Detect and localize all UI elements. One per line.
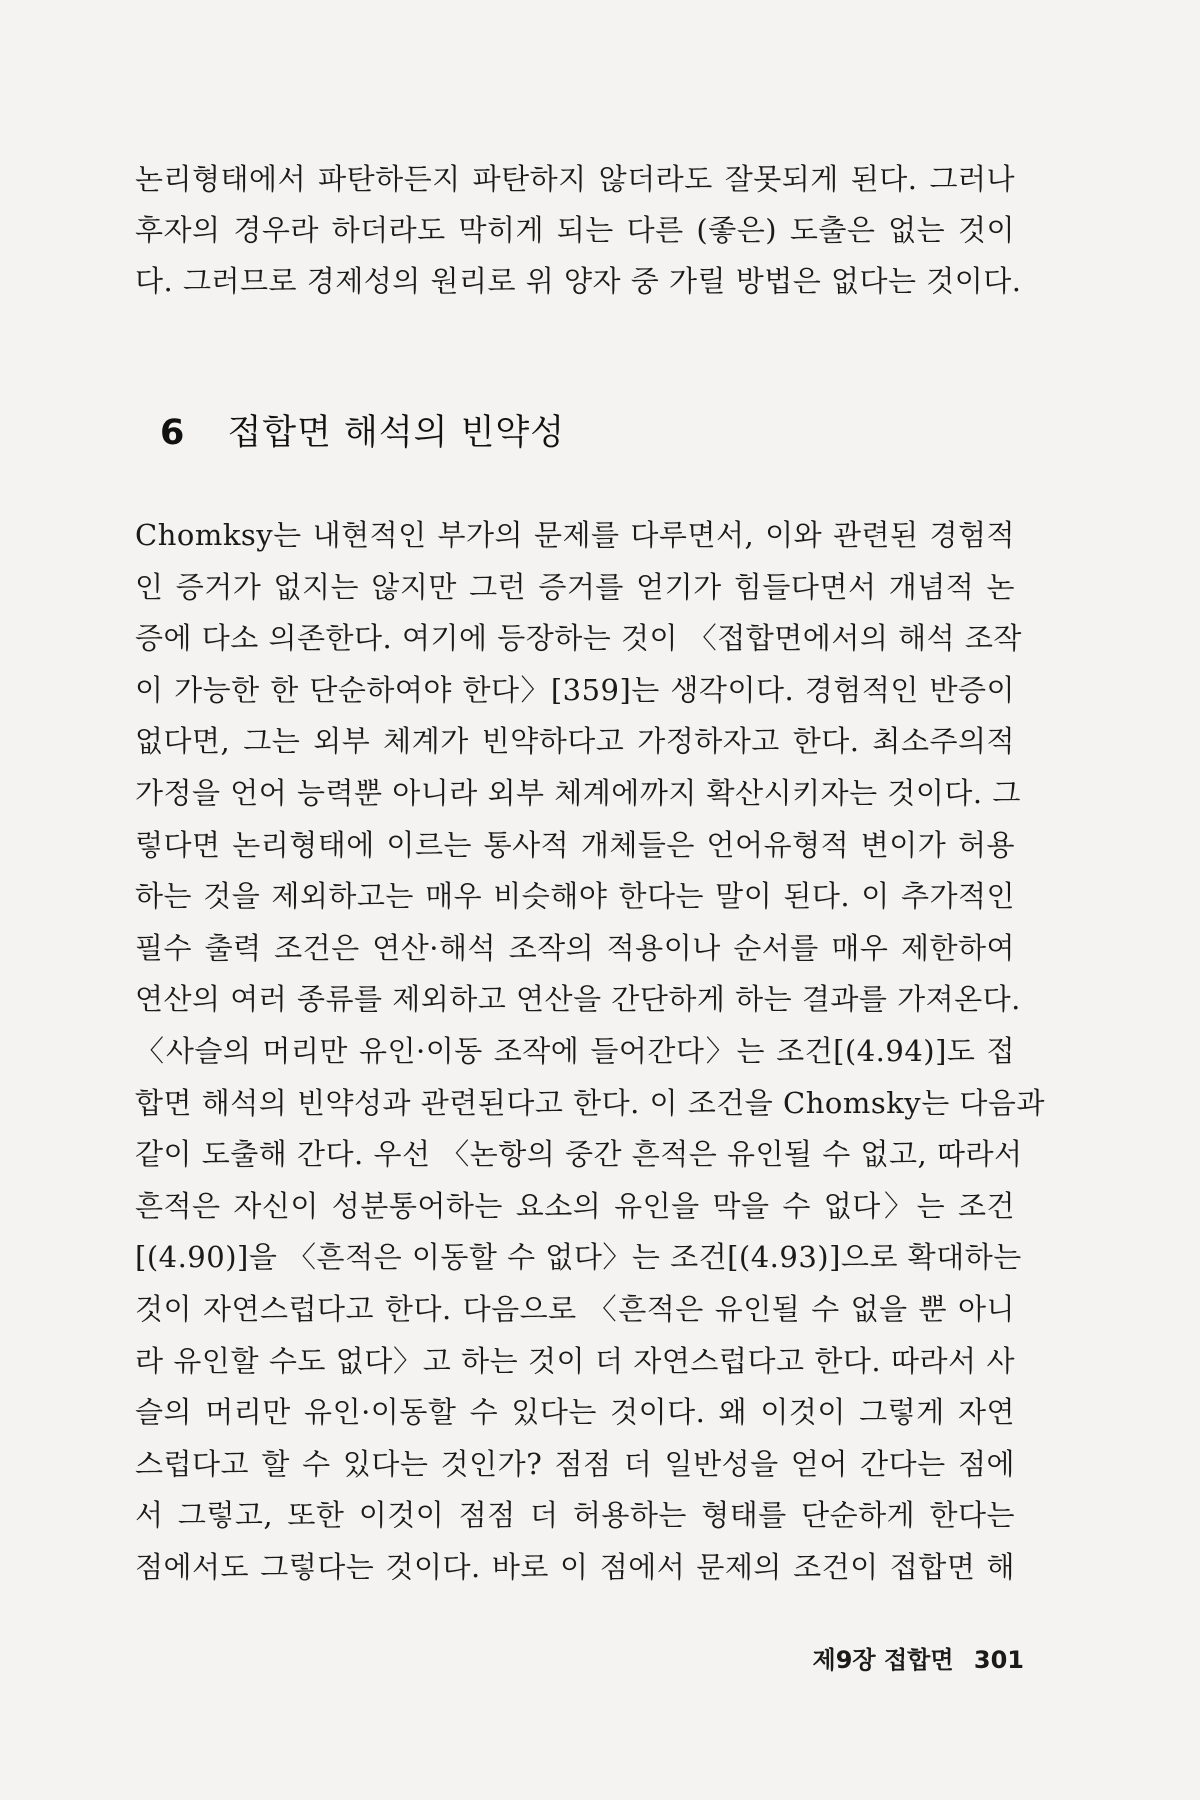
page-number: 301 xyxy=(973,1646,1024,1674)
text-line: 가정을 언어 능력뿐 아니라 외부 체계에까지 확산시키자는 것이다. 그 xyxy=(135,775,1021,810)
text-line: 흔적은 자신이 성분통어하는 요소의 유인을 막을 수 없다〉는 조건 xyxy=(135,1188,1015,1223)
text-line: 연산의 여러 종류를 제외하고 연산을 간단하게 하는 결과를 가져온다. xyxy=(135,982,1021,1017)
text-line: 이 가능한 한 단순하여야 한다〉[359]는 생각이다. 경험적인 반증이 xyxy=(135,672,1015,707)
text-line: 렇다면 논리형태에 이르는 통사적 개체들은 언어유형적 변이가 허용 xyxy=(135,827,1015,862)
body-paragraph xyxy=(135,510,1045,1593)
text-line: 점에서도 그렇다는 것이다. 바로 이 점에서 문제의 조건이 접합면 해 xyxy=(135,1549,1015,1584)
running-footer-chapter: 제9장 접합면 xyxy=(812,1646,954,1674)
text-line: 후자의 경우라 하더라도 막히게 되는 다른 (좋은) 도출은 없는 것이 xyxy=(135,213,1015,247)
text-line: Chomksy는 내현적인 부가의 문제를 다루면서, 이와 관련된 경험적 xyxy=(135,518,1015,552)
text-line: 〈사슬의 머리만 유인·이동 조작에 들어간다〉는 조건[(4.94)]도 접 xyxy=(135,1033,1015,1068)
text-line: 서 그렇고, 또한 이것이 점점 더 허용하는 형태를 단순하게 한다는 xyxy=(135,1498,1015,1533)
text-line: 없다면, 그는 외부 체계가 빈약하다고 가정하자고 한다. 최소주의적 xyxy=(135,724,1015,759)
text-line: 합면 해석의 빈약성과 관련된다고 한다. 이 조건을 Chomsky는 다음과 xyxy=(135,1085,1045,1120)
text-line: 하는 것을 제외하고는 매우 비슷해야 한다는 말이 된다. 이 추가적인 xyxy=(135,879,1015,914)
text-line: 논리형태에서 파탄하든지 파탄하지 않더라도 잘못되게 된다. 그러나 xyxy=(135,162,1015,196)
text-line: 스럽다고 할 수 있다는 것인가? 점점 더 일반성을 얻어 간다는 점에 xyxy=(135,1446,1015,1481)
section-heading xyxy=(160,405,565,455)
text-line: 것이 자연스럽다고 한다. 다음으로 〈흔적은 유인될 수 없을 뿐 아니 xyxy=(135,1291,1015,1326)
section-title: 접합면 해석의 빈약성 xyxy=(227,413,566,453)
intro-paragraph xyxy=(135,154,1022,307)
text-line: 다. 그러므로 경제성의 원리로 위 양자 중 가릴 방법은 없다는 것이다. xyxy=(135,264,1022,298)
page-footer xyxy=(813,1640,1024,1675)
section-number: 6 xyxy=(160,413,185,453)
text-line: 필수 출력 조건은 연산·해석 조작의 적용이나 순서를 매우 제한하여 xyxy=(135,930,1015,965)
text-line: 라 유인할 수도 없다〉고 하는 것이 더 자연스럽다고 한다. 따라서 사 xyxy=(135,1343,1015,1378)
text-line: 인 증거가 없지는 않지만 그런 증거를 얻기가 힘들다면서 개념적 논 xyxy=(135,569,1015,604)
text-line: 슬의 머리만 유인·이동할 수 있다는 것이다. 왜 이것이 그렇게 자연 xyxy=(135,1395,1015,1430)
text-line: [(4.90)]을 〈흔적은 이동할 수 없다〉는 조건[(4.93)]으로 확대하는 xyxy=(135,1240,1022,1275)
text-line: 같이 도출해 간다. 우선 〈논항의 중간 흔적은 유인될 수 없고, 따라서 xyxy=(135,1137,1023,1172)
text-line: 증에 다소 의존한다. 여기에 등장하는 것이 〈접합면에서의 해석 조작 xyxy=(135,621,1022,656)
